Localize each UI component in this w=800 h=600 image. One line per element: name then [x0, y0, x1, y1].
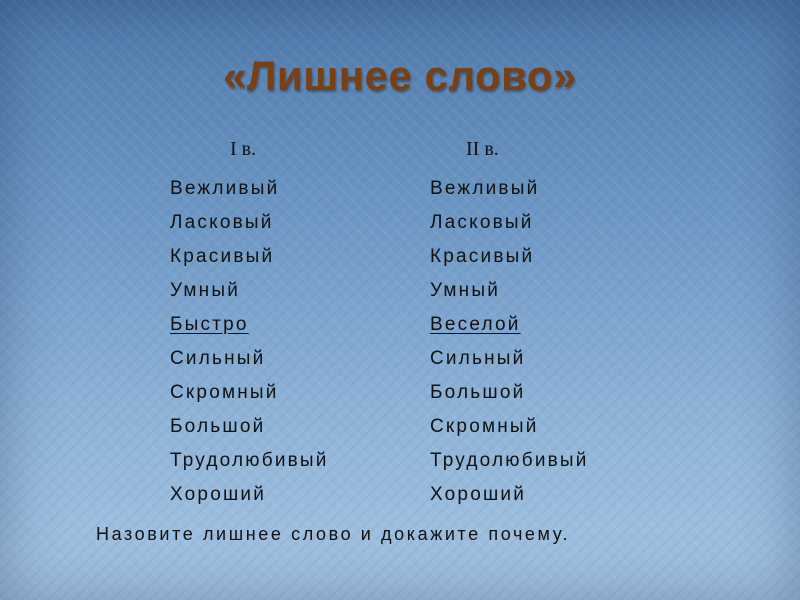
instruction-text: Назовите лишнее слово и докажите почему. [96, 524, 571, 544]
list-item: Трудолюбивый [170, 450, 329, 471]
list-item: Вежливый [430, 178, 540, 199]
list-item: Умный [430, 280, 501, 301]
column-header-variant-2: II в. [466, 138, 499, 160]
list-item: Ласковый [170, 212, 274, 233]
word-list-variant-2 [430, 172, 589, 512]
list-item: Красивый [170, 246, 275, 267]
list-item: Хороший [170, 484, 267, 505]
list-item: Большой [430, 382, 526, 403]
list-item-odd-word: Веселой [430, 314, 521, 335]
column-header-variant-1: I в. [230, 138, 257, 160]
list-item: Трудолюбивый [430, 450, 589, 471]
list-item: Большой [170, 416, 266, 437]
list-item: Скромный [430, 416, 539, 437]
list-item: Умный [170, 280, 241, 301]
word-list-variant-1 [170, 172, 329, 512]
list-item: Сильный [430, 348, 526, 369]
list-item: Хороший [430, 484, 527, 505]
list-item: Красивый [430, 246, 535, 267]
list-item: Вежливый [170, 178, 280, 199]
slide-title: «Лишнее слово» [223, 52, 577, 99]
list-item-odd-word: Быстро [170, 314, 249, 335]
list-item: Скромный [170, 382, 279, 403]
list-item: Сильный [170, 348, 266, 369]
list-item: Ласковый [430, 212, 534, 233]
